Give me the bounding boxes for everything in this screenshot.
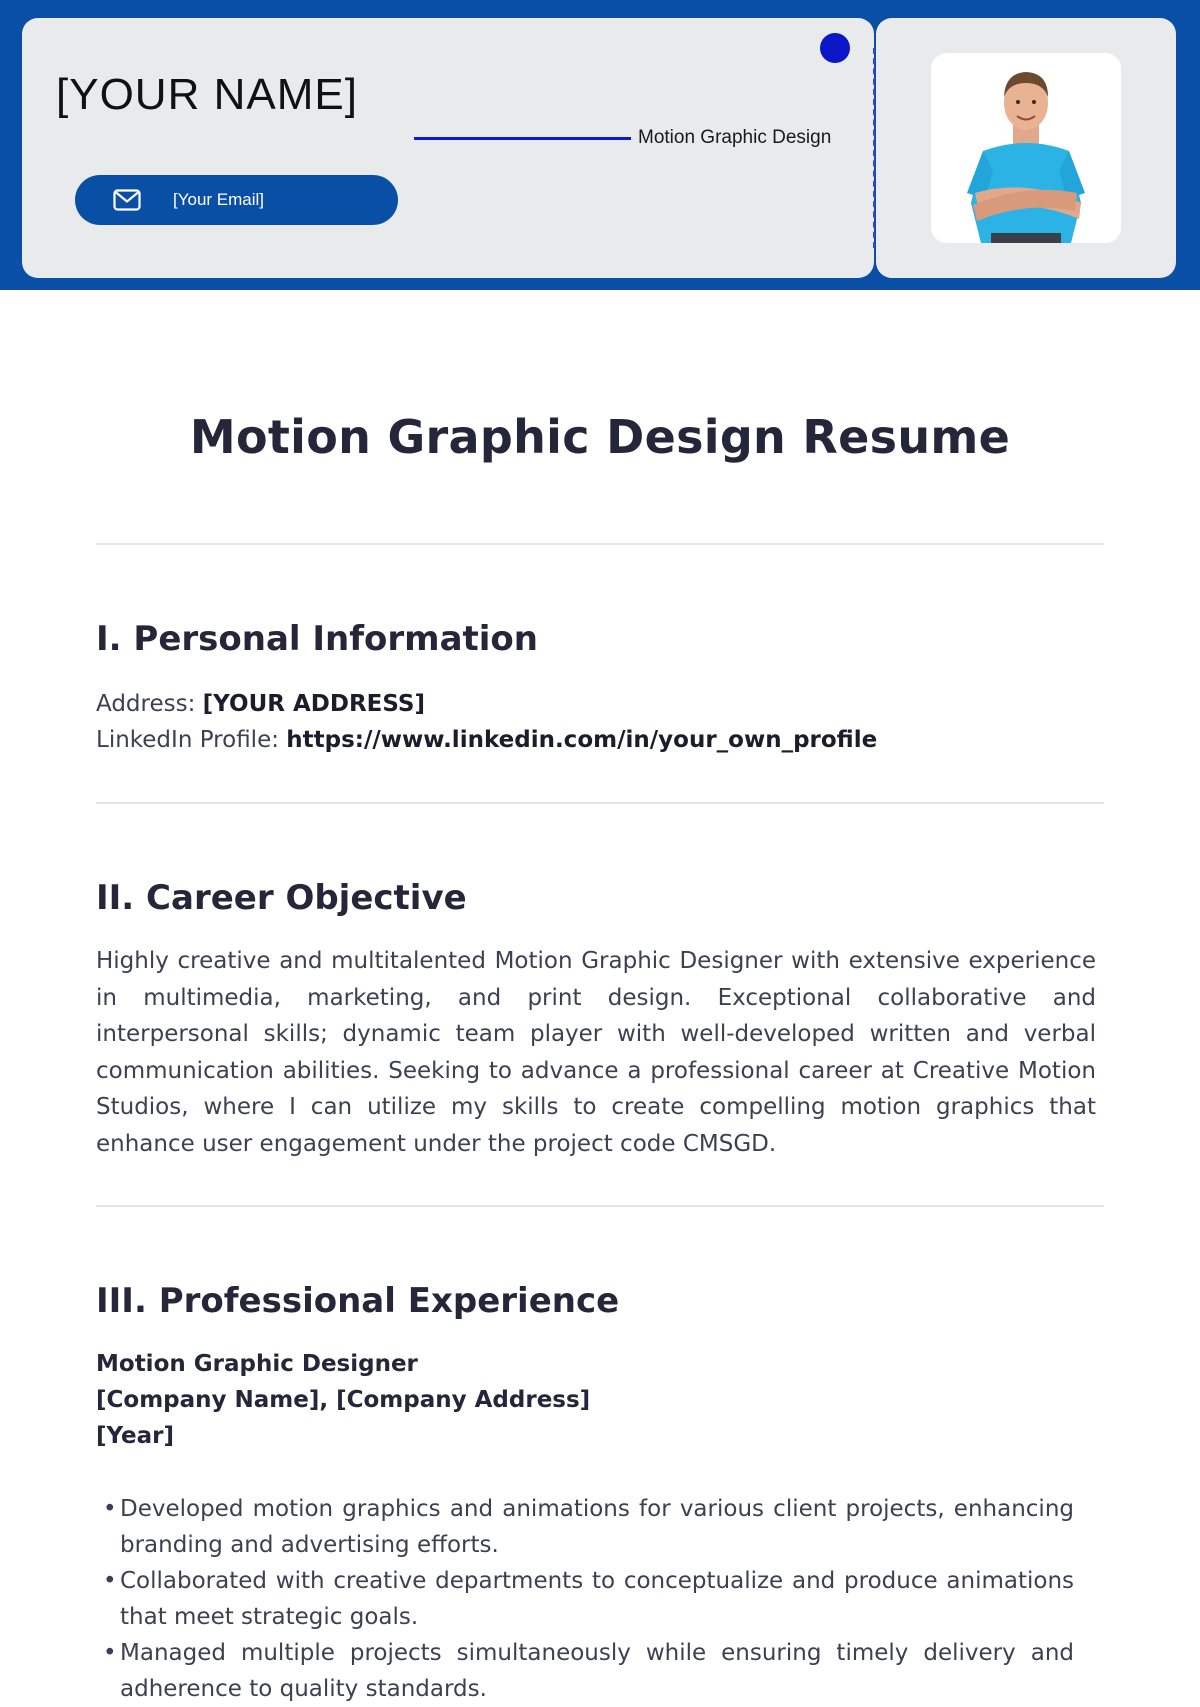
personal-info <box>96 686 1104 758</box>
section-heading-objective: II. Career Objective <box>96 878 467 918</box>
address-value: [YOUR ADDRESS] <box>202 691 425 717</box>
document-title: Motion Graphic Design Resume <box>189 410 1011 464</box>
profile-photo <box>931 53 1121 243</box>
job-entry <box>96 1346 1096 1454</box>
job-year: [Year] <box>96 1423 175 1449</box>
job-title: Motion Graphic Designer <box>96 1351 418 1377</box>
dashed-divider <box>873 48 875 248</box>
duty-text: Developed motion graphics and animations for various client projects, enhancing branding and advertising efforts. <box>120 1496 1074 1558</box>
duty-text: Collaborated with creative departments to conceptualize and produce animations that meet strategic goals. <box>120 1568 1074 1630</box>
linkedin-label: LinkedIn Profile: <box>96 727 279 753</box>
address-line <box>96 686 1104 722</box>
envelope-icon <box>113 189 141 211</box>
candidate-name: [YOUR NAME] <box>56 70 358 119</box>
header-band <box>0 0 1200 290</box>
section-heading-experience: III. Professional Experience <box>96 1281 620 1321</box>
duties-list <box>96 1491 1074 1707</box>
section-divider <box>96 1205 1104 1207</box>
job-company: [Company Name], [Company Address] <box>96 1387 591 1413</box>
accent-line <box>414 137 631 140</box>
linkedin-line <box>96 722 1104 758</box>
email-text: [Your Email] <box>173 190 265 209</box>
linkedin-link[interactable]: https://www.linkedin.com/in/your_own_profile <box>286 727 878 753</box>
objective-paragraph: Highly creative and multitalented Motion Graphic Designer with extensive experience in multimedia, marketing, and print design. Exceptional collaborative and interpersonal skills; dynamic team player with well-developed written and verbal communication abilities. Seeking to advance a professional career at Creative Motion Studios, where I can utilize my skills to create compelling motion graphics that enhance user engagement under the project code CMSGD. <box>96 948 1096 1157</box>
accent-dot <box>820 33 850 63</box>
role-caption: Motion Graphic Design <box>638 127 832 148</box>
list-item: • Collaborated with creative departments to conceptualize and produce animations that meet strategic goals. <box>103 1568 1074 1630</box>
email-pill[interactable] <box>75 175 398 225</box>
person-illustration <box>931 53 1121 243</box>
section-divider <box>96 543 1104 545</box>
list-item: • Developed motion graphics and animations for various client projects, enhancing branding and advertising efforts. <box>103 1496 1074 1558</box>
section-heading-personal: I. Personal Information <box>96 619 538 659</box>
address-label: Address: <box>96 691 196 717</box>
section-divider <box>96 802 1104 804</box>
list-item: • Managed multiple projects simultaneously while ensuring timely delivery and adherence to quality standards. <box>103 1640 1074 1702</box>
duty-text: Managed multiple projects simultaneously while ensuring timely delivery and adherence to quality standards. <box>120 1640 1074 1702</box>
